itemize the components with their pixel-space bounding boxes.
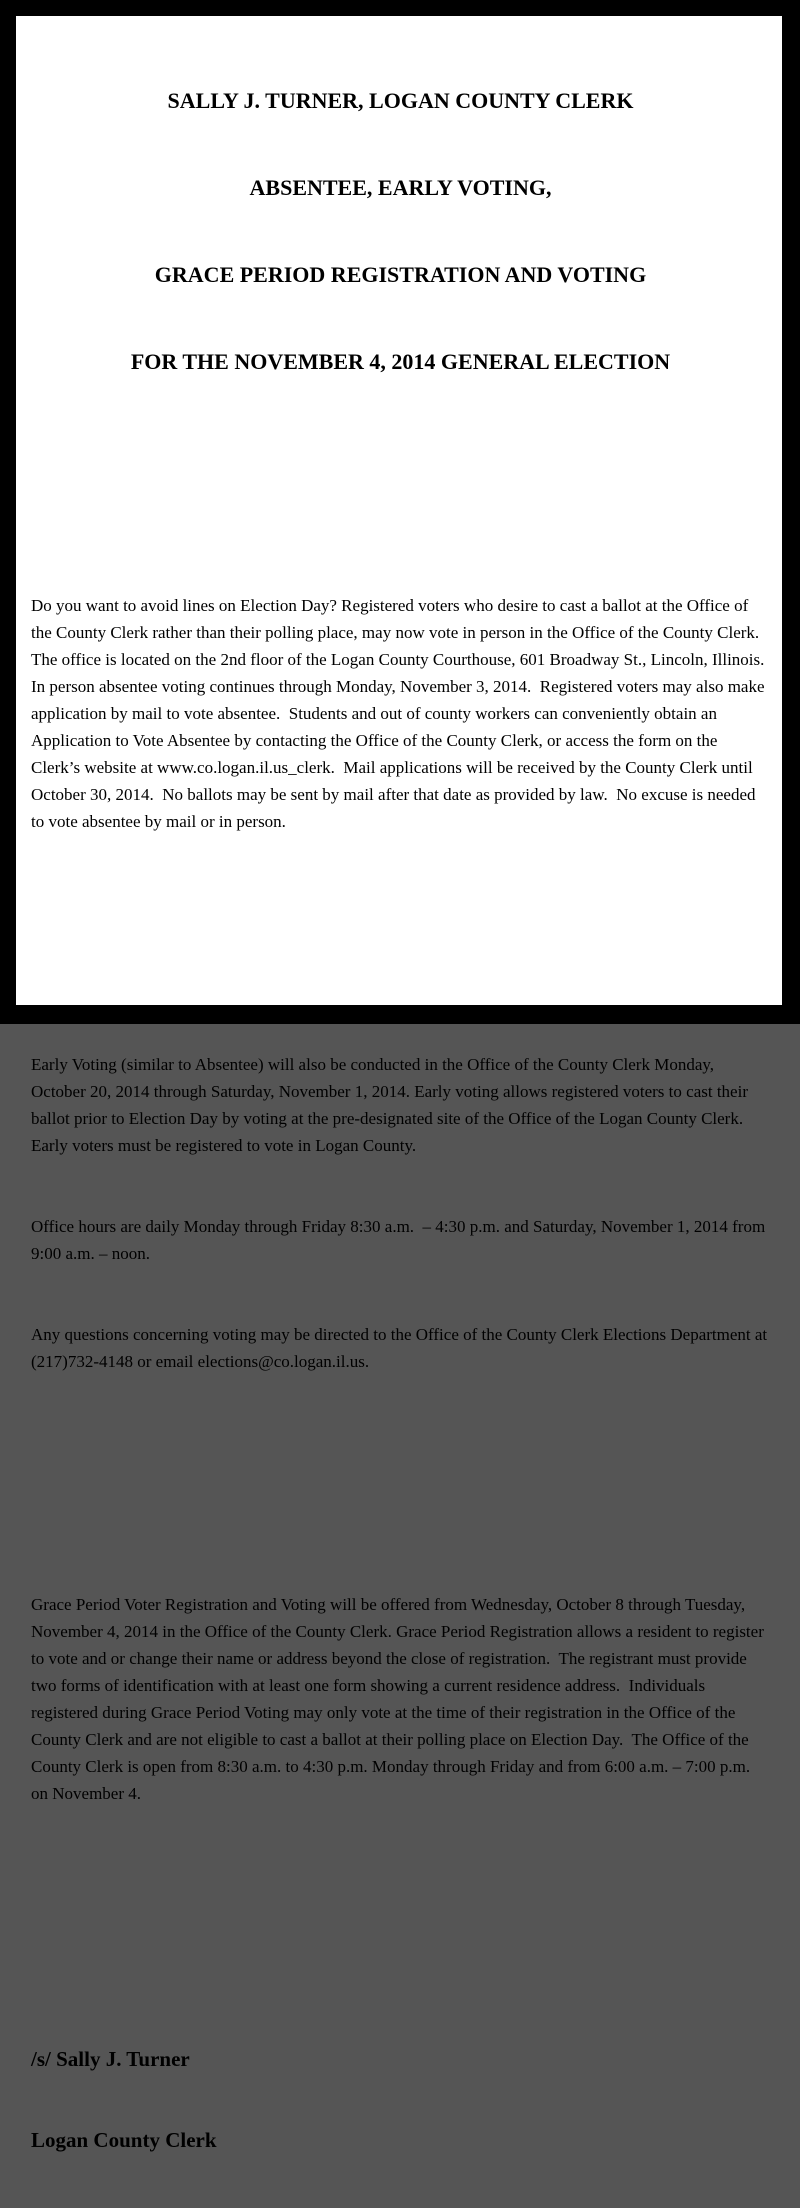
signature-name: /s/ Sally J. Turner: [31, 2047, 190, 2071]
signature-block: [31, 1992, 770, 2208]
title-line: FOR THE NOVEMBER 4, 2014 GENERAL ELECTION: [130, 349, 671, 374]
text-block-contact: Any questions concerning voting may be directed to the Office of the County Clerk Elections Department at (217)732-4148 or email elections@co.logan.il.us.: [31, 1325, 772, 1371]
notice-page: [16, 16, 782, 2152]
text-block-office-hours: Office hours are daily Monday through Friday 8:30 a.m. – 4:30 p.m. and Saturday, November 1, 2014 from 9:00 a.m. – noon.: [31, 1217, 770, 1263]
text-block: Grace Period Voter Registration and Voting will be offered from Wednesday, October 8 through Tuesday, November 4, 2014 in the Office of the County Clerk. Grace Period Registration allows a resident to register to vote and or change their name or address beyond the close of registration. The registrant must provide two forms of identification with at least one form showing a current residence address. Individuals registered during Grace Period Voting may only vote at the time of their registration in the Office of the County Clerk and are not eligible to cast a ballot at their polling place on Election Day. The Office of the County Clerk is open from 8:30 a.m. to 4:30 p.m. Monday through Friday and from 6:00 a.m. – 7:00 p.m. on November 4.: [31, 1595, 769, 1803]
document-body: [31, 434, 773, 1942]
title-line: GRACE PERIOD REGISTRATION AND VOTING: [154, 262, 647, 287]
signature-title: Logan County Clerk: [31, 2128, 217, 2152]
text-block: Early Voting (similar to Absentee) will also be conducted in the Office of the County Clerk Monday, October 20, 2014 through Saturday, November 1, 2014. Early voting allows registered voters to cast their ballot prior to Election Day by voting at the pre-designated site of the Office of the Logan County Clerk. Early voters must be registered to vote in Logan County.: [31, 1055, 753, 1155]
paragraph-absentee-voting: [31, 538, 773, 889]
text-block: Do you want to avoid lines on Election Day? Registered voters who desire to cast a ballot at the Office of the County Clerk rather than their polling place, may now vote in person in the Office of the County Clerk. The office is located on the 2nd floor of the Logan County Courthouse, 601 Broadway St., Lincoln, Illinois. In person absentee voting continues through Monday, November 3, 2014. Registered voters may also make application by mail to vote absentee. Students and out of county workers can conveniently obtain an Application to Vote Absentee by contacting the Office of the County Clerk, or access the form on the Clerk’s website at www.co.logan.il.us_clerk. Mail applications will be received by the County Clerk until October 30, 2014. No ballots may be sent by mail after that date as provided by law. No excuse is needed to vote absentee by mail or in person.: [31, 596, 773, 831]
paragraph-early-voting: [31, 997, 770, 1429]
paragraph-grace-period: [31, 1537, 770, 1861]
title-line: ABSENTEE, EARLY VOTING,: [249, 175, 552, 200]
title-line: SALLY J. TURNER, LOGAN COUNTY CLERK: [167, 88, 634, 113]
document-title: [31, 28, 770, 434]
